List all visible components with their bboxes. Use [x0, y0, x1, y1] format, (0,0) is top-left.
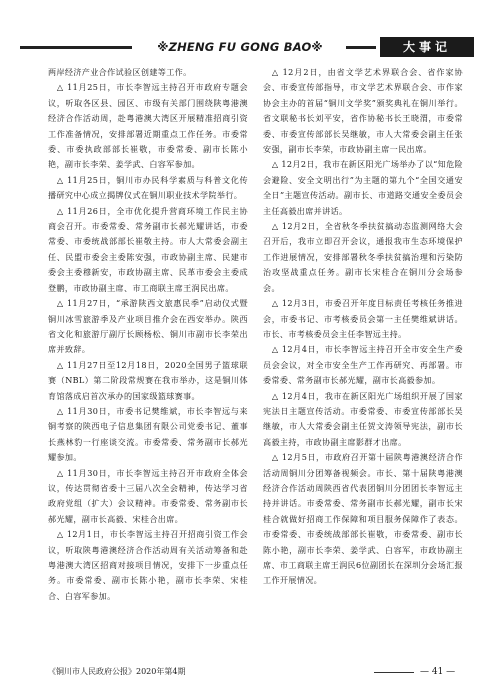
chronicle-entry: △ 12月2日，由省文学艺术界联合会、省作家协会、市委宣传部指导，市文学艺术界联合会、市作家协会主办的首届“铜川文学奖”颁奖典礼在铜川举行。省文联秘书长刘平安，省作协秘书长王晓渭，市委常委、市委宣传部部长吴继敏，市人大常委会副主任张安强，副市长李荣，市政协副主席一民出席。: [263, 67, 463, 155]
page-footer: [48, 665, 463, 679]
chronicle-entry: △ 11月26日，全市优化提升营商环境工作民主协商会召开。市委常委、常务副市长郝光耀讲话，市委常委、市委统战部部长崔敬主持。市人大常委会副主任、民盟市委会主委陈安强，市政协副主席、民建市委会主委穆新安，市政协副主席、民革市委会主委成登鹏，市政协副主席、市工商联主席王润民出席。: [48, 205, 248, 293]
header-rule-left: [20, 46, 132, 49]
chronicle-entry: 两岸经济产业合作试验区创建等工作。: [48, 67, 192, 77]
chronicle-entry: △ 12月2日，我市在新区阳光广场举办了以“知危险会避险、安全文明出行”为主题的第九个“全国交通安全日”主题宣传活动。副市长、市道路交通安全委员会主任高毅出席并讲话。: [263, 159, 463, 216]
chronicle-entry: △ 12月4日，我市在新区阳光广场组织开展了国家宪法日主题宣传活动。市委常委、市委宣传部部长吴继敏，市人大常委会副主任贺文涛领导宪法，副市长高毅主持，市政协副主席影群才出席。: [263, 390, 463, 447]
chronicle-entry: △ 11月30日，市长李智远主持召开市政府全体会议，传达贯彻省委十三届八次全会精神，传达学习省政府党组（扩大）会议精神。市委常委、常务副市长郝光耀，副市长高毅、宋桂合出席。: [48, 467, 248, 524]
header-rule-right: [346, 46, 376, 49]
left-column: [48, 65, 248, 655]
chronicle-entry: △ 12月5日，市政府召开第十届陕粤港澳经济合作活动周铜川分团筹备视频会。市长、第十届陕粤港澳经济合作活动周陕西省代表团铜川分团团长李智远主持并讲话。市委常委、常务副市长郝光耀，副市长宋桂合就做好招商工作保障和项目服务保障作了表态。市委常委、市委统战部部长崔敬，市委常委、副市长陈小艳，副市长李荣、姜学武、白容军，市政协副主席、市工商联主席王润民6位副团长在深圳分会场汇报工作开展情况。: [263, 452, 463, 586]
chronicle-entry: △ 12月3日，市委召开年度目标责任考核任务推进会，市委书记、市考核委员会第一主任樊维斌讲话。市长、市考核委员会主任李智远主持。: [263, 298, 463, 339]
chronicle-entry: △ 11月25日，铜川市办民科学素质与科普文化传播研究中心成立揭牌仪式在铜川职业技术学院举行。: [48, 174, 248, 201]
right-column: [263, 65, 463, 655]
publication-name: 《铜川市人民政府公报》2020年第4期: [48, 667, 186, 676]
chronicle-entry: △ 11月25日，市长李智远主持召开市政府专题会议，听取各区县、园区、市级有关部门围绕陕粤港澳经济合作活动周，赴粤港澳大湾区开展精准招商引资工作准备情况，安排部署近期重点工作任务。市委常委、市委执政部部长崔敬，市委常委、副市长陈小艳，副市长李荣、姜学武、白容军参加。: [48, 82, 248, 170]
page-number: — 41 —: [420, 667, 456, 677]
chronicle-entry: △ 11月30日，市委书记樊维斌，市长李智远与来铜考察的陕西电子信息集团有限公司党委书记、董事长燕林豹一行座谈交流。市委常委、常务副市长郝光耀参加。: [48, 405, 248, 463]
chronicle-entry: △ 12月1日，市长李智远主持召开招商引资工作会议，听取陕粤港澳经济合作活动周有关活动筹备和赴粤港澳大湾区招商对接项目情况，安排下一步重点任务。市委常委、副市长陈小艳，副市长李荣、宋桂合、白容军参加。: [48, 529, 248, 601]
chronicle-entry: △ 11月27日至12月18日，2020全国男子篮球联赛（NBL）第二阶段常规赛在我市举办，这是铜川体育馆落成启首次承办的国家级篮球赛事。: [48, 359, 248, 401]
chronicle-entry: △ 11月27日，“承游陕西文旅惠民季”启动仪式暨铜川冰雪旅游季及产业项目推介会在西安举办。陕西省文化和旅游厅副厅长顾杨松、铜川市副市长李荣出席并致辞。: [48, 298, 248, 355]
chronicle-entry: △ 12月2日，全省秋冬季扶贫搞动态监测网络大会召开后，我市立即召开会议，通报我市生态环境保护工作进展情况，安排部署秋冬季扶贫搞治理和污染防治攻坚战重点任务。副市长宋桂合在铜川分会场参会。: [263, 221, 463, 293]
footer-rule: [374, 672, 414, 673]
chronicle-entry: △ 12月4日，市长李智远主持召开全市安全生产委员会会议，对全市安全生产工作再研究、再部署。市委常委、常务副市长郝光耀，副市长高毅参加。: [263, 344, 463, 386]
journal-name: ※ZHENG FU GONG BAO※: [157, 40, 323, 54]
page-header: [20, 37, 474, 57]
section-title-badge: 大事记: [380, 37, 474, 57]
